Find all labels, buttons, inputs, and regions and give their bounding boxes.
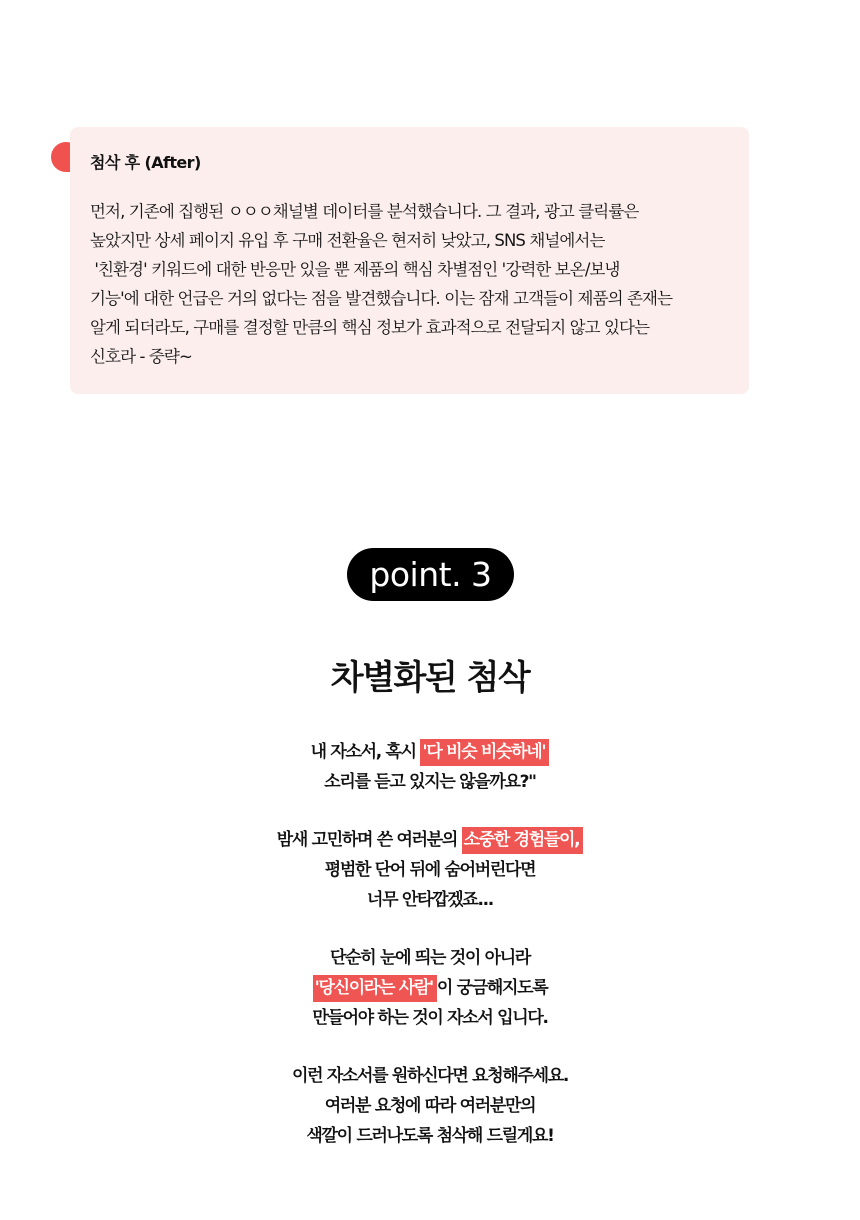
after-example-card <box>70 127 749 394</box>
text-line: 색깔이 드러나도록 첨삭해 드릴게요! <box>306 1126 554 1146</box>
text-line: 소리를 듣고 있지는 않을까요?" <box>324 772 536 792</box>
paragraph-4 <box>0 1061 860 1151</box>
after-card-line: 알게 되더라도, 구매를 결정할 만큼의 핵심 정보가 효과적으로 전달되지 않고 있다는 <box>90 318 650 337</box>
text-line: 평범한 단어 뒤에 숨어버린다면 <box>324 860 536 880</box>
paragraph-3 <box>0 943 860 1033</box>
after-card-line: '친환경' 키워드에 대한 반응만 있을 뿐 제품의 핵심 차별점인 '강력한 보온/보냉 <box>90 260 620 279</box>
text-line <box>0 737 860 767</box>
text-line: 여러분 요청에 따라 여러분만의 <box>324 1096 536 1116</box>
text-line: 이런 자소서를 원하신다면 요청해주세요. <box>291 1066 569 1086</box>
paragraph-2 <box>0 825 860 915</box>
section-body <box>0 737 860 1179</box>
text-fragment: 밤새 고민하며 쓴 여러분의 <box>276 830 462 850</box>
after-card-line: 높았지만 상세 페이지 유입 후 구매 전환율은 현저히 낮았고, SNS 채널에서는 <box>90 231 605 250</box>
text-line: 단순히 눈에 띄는 것이 아니라 <box>330 948 530 968</box>
point-badge: point. 3 <box>347 548 514 601</box>
text-line: 만들어야 하는 것이 자소서 입니다. <box>312 1008 548 1028</box>
text-fragment: 내 자소서, 혹시 <box>310 742 421 762</box>
text-line: 너무 안타깝겠죠... <box>367 890 493 910</box>
section-title: 차별화된 첨삭 <box>330 658 530 698</box>
after-card-line: 신호라 - 중략~ <box>90 347 192 366</box>
after-card-body <box>90 197 745 371</box>
text-fragment: 이 궁금해지도록 <box>436 978 548 998</box>
after-card-line: 기능'에 대한 언급은 거의 없다는 점을 발견했습니다. 이는 잠재 고객들이 제품의 존재는 <box>90 289 673 308</box>
after-card-line: 먼저, 기존에 집행된 ㅇㅇㅇ채널별 데이터를 분석했습니다. 그 결과, 광고 클릭률은 <box>90 202 639 221</box>
text-line <box>0 973 860 1003</box>
text-line <box>0 825 860 855</box>
highlight-phrase: '다 비슷 비슷하네' <box>420 739 549 766</box>
highlight-phrase: 소중한 경험들이, <box>462 827 584 854</box>
highlight-phrase: '당신이라는 사람' <box>313 975 437 1002</box>
after-card-title: 첨삭 후 (After) <box>90 153 201 172</box>
paragraph-1 <box>0 737 860 797</box>
